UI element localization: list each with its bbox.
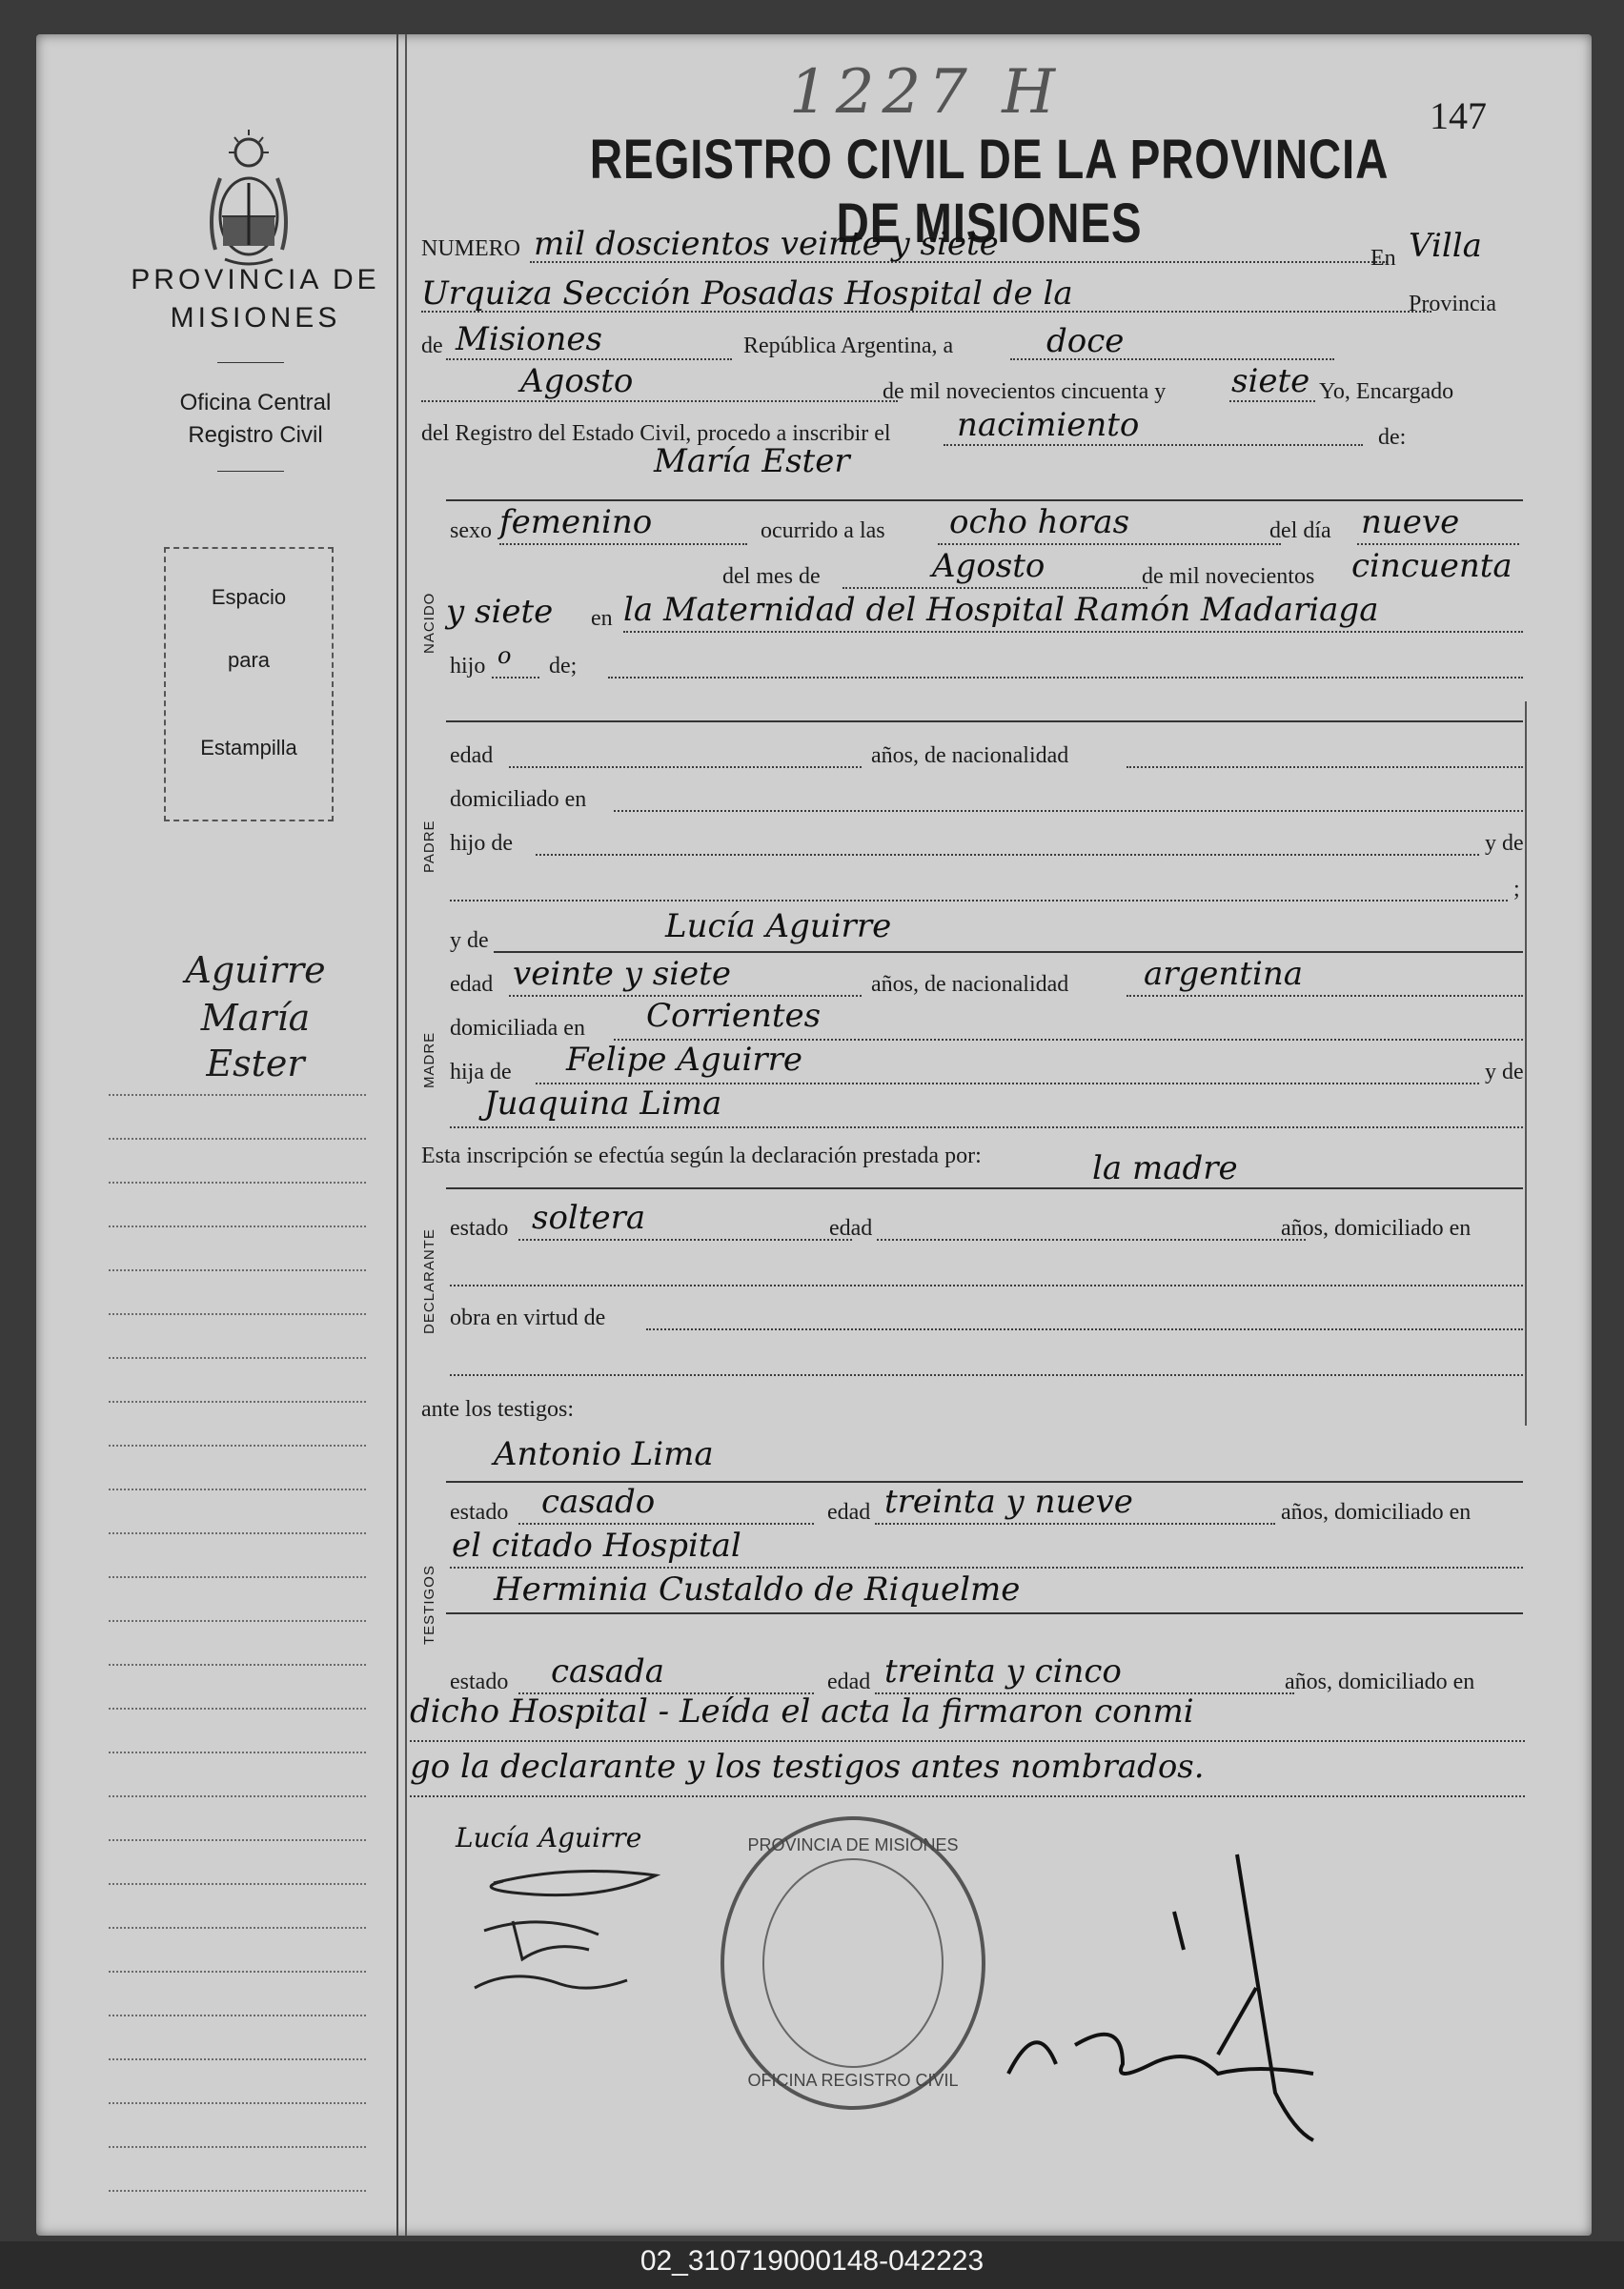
margin-rule-line: [109, 1489, 366, 1490]
rule: [446, 720, 1523, 722]
mother-father: Felipe Aguirre: [566, 1041, 803, 1079]
rule: [494, 951, 1523, 953]
scan-caption: 02_310719000148-042223: [639, 2245, 985, 2277]
t1-edad-label: edad: [827, 1500, 871, 1525]
fill-line: [518, 1523, 814, 1525]
de3-label: de;: [549, 654, 578, 679]
testigos-label: ante los testigos:: [421, 1397, 574, 1422]
madre-nacionalidad-label: años, de nacionalidad: [871, 972, 1069, 997]
fill-line: [421, 400, 898, 402]
declarant-value: la madre: [1092, 1149, 1238, 1187]
margin-rule-line: [109, 1795, 366, 1797]
madre-yde2-label: y de: [1485, 1060, 1524, 1084]
fill-line: [875, 1523, 1275, 1525]
witness-1-name: Antonio Lima: [494, 1435, 714, 1473]
margin-rule-line: [109, 1664, 366, 1666]
fill-line: [450, 1567, 1523, 1569]
fill-line: [518, 1239, 852, 1241]
fill-line: [1229, 400, 1315, 402]
decl-edad-label: edad: [829, 1216, 873, 1241]
divider-short: [217, 471, 284, 472]
witness-2-age: treinta y cinco: [884, 1652, 1122, 1691]
en-value: Villa: [1409, 227, 1482, 265]
en-label: En: [1370, 246, 1396, 271]
padre-nacionalidad-label: años, de nacionalidad: [871, 743, 1069, 768]
child-name: María Ester: [654, 442, 850, 480]
dia-value: nueve: [1361, 503, 1460, 541]
t2-edad-label: edad: [827, 1670, 871, 1694]
numero-value: mil doscientos veinte y siete: [534, 225, 999, 263]
fill-line: [1357, 543, 1519, 545]
margin-surname: Aguirre: [185, 949, 326, 991]
t2-anios-label: años, domiciliado en: [1285, 1670, 1475, 1694]
anio-value-2: y siete: [446, 593, 554, 631]
margin-rule-line: [109, 2015, 366, 2016]
day-value: doce: [1046, 322, 1125, 360]
official-seal-icon: [721, 1816, 985, 2110]
fill-line: [492, 677, 539, 679]
handwritten-record-number: 1227 H: [789, 57, 1064, 128]
fill-line: [446, 358, 732, 360]
margin-rule-line: [109, 1357, 366, 1359]
side-label-testigos: TESTIGOS: [421, 1565, 437, 1645]
margin-rule-line: [109, 1138, 366, 1140]
office-line-1: Oficina Central: [179, 390, 332, 415]
madre-yde-label: y de: [450, 928, 489, 953]
mes-label: del mes de: [722, 564, 821, 589]
office-line-2: Registro Civil: [188, 422, 323, 448]
margin-rule-line: [109, 2146, 366, 2148]
margin-rule-line: [109, 1576, 366, 1578]
margin-rule-line: [109, 2102, 366, 2104]
fill-line: [614, 810, 1523, 812]
rule: [446, 499, 1523, 501]
side-label-nacido: NACIDO: [421, 592, 437, 654]
stamp-label-1: Espacio: [211, 585, 287, 609]
fill-line: [1127, 766, 1523, 768]
margin-rule-line: [109, 1094, 366, 1096]
fill-line: [646, 1328, 1523, 1330]
right-rule: [1525, 701, 1527, 1426]
place-value: Urquiza Sección Posadas Hospital de la: [421, 274, 1073, 313]
padre-yde-label: y de: [1485, 831, 1524, 856]
republica-label: República Argentina, a: [743, 334, 954, 358]
closing-line-2: go la declarante y los testigos antes nombrados.: [410, 1748, 1205, 1786]
margin-rule-line: [109, 2058, 366, 2060]
margin-given-2: Ester: [206, 1043, 305, 1084]
column-divider: [405, 34, 407, 2236]
mother-mother: Juaquina Lima: [484, 1084, 722, 1123]
padre-semicolon: ;: [1513, 877, 1520, 901]
declaracion-label: Esta inscripción se efectúa según la declaración prestada por:: [421, 1144, 982, 1168]
stamp-space: [164, 547, 334, 821]
mother-age: veinte y siete: [513, 955, 731, 993]
fill-line: [410, 1795, 1525, 1797]
witness-2-status: casada: [551, 1652, 665, 1691]
en2-label: en: [591, 606, 613, 631]
acto-value: nacimiento: [957, 406, 1140, 444]
witness-1-age: treinta y nueve: [884, 1483, 1133, 1521]
witness-1-domicile: el citado Hospital: [452, 1527, 741, 1565]
novecientos-label: de mil novecientos: [1142, 564, 1315, 589]
margin-rule-line: [109, 1182, 366, 1184]
side-label-padre: PADRE: [421, 820, 437, 873]
sexo-label: sexo: [450, 518, 492, 543]
fill-line: [450, 900, 1508, 901]
lugar-value: la Maternidad del Hospital Ramón Madariaga: [623, 591, 1379, 629]
fill-line: [938, 543, 1281, 545]
divider-short: [217, 362, 284, 363]
margin-rule-line: [109, 1620, 366, 1622]
seal-bottom-text: OFICINA REGISTRO CIVIL: [747, 2071, 959, 2090]
encargado-label: Yo, Encargado: [1319, 379, 1454, 404]
decl-anios-label: años, domiciliado en: [1281, 1216, 1472, 1241]
margin-rule-line: [109, 2190, 366, 2192]
madre-edad-label: edad: [450, 972, 494, 997]
margin-rule-line: [109, 1927, 366, 1929]
witness-2-name: Herminia Custaldo de Riquelme: [494, 1570, 1021, 1609]
madre-hijade-label: hija de: [450, 1060, 512, 1084]
rule: [446, 1187, 1523, 1189]
numero-label: NUMERO: [421, 236, 521, 261]
page-title: REGISTRO CIVIL DE LA PROVINCIA DE MISIONES: [589, 129, 1390, 254]
closing-line-1: dicho Hospital - Leída el acta la firmaron conmi: [410, 1692, 1194, 1731]
fill-line: [1127, 995, 1523, 997]
hora-value: ocho horas: [949, 503, 1130, 541]
office-heading: [112, 387, 398, 452]
padre-edad-label: edad: [450, 743, 494, 768]
margin-rule-line: [109, 1532, 366, 1534]
margin-rule-line: [109, 1226, 366, 1227]
mother-nationality: argentina: [1144, 955, 1304, 993]
hijo-label: hijo: [450, 654, 486, 679]
obra-label: obra en virtud de: [450, 1306, 606, 1330]
mes-value: Agosto: [932, 547, 1045, 585]
province-heading: [112, 261, 398, 337]
hijo-value: o: [497, 642, 512, 669]
folio-number: 147: [1430, 94, 1487, 137]
margin-rule-line: [109, 1752, 366, 1753]
fill-line: [877, 1239, 1306, 1241]
fill-line: [536, 854, 1479, 856]
fill-line: [608, 677, 1523, 679]
fill-line: [499, 543, 747, 545]
left-margin-column: [36, 34, 398, 2236]
sexo-value: femenino: [499, 503, 653, 541]
padre-hijode-label: hijo de: [450, 831, 513, 856]
fill-line: [842, 587, 1147, 589]
fill-line: [410, 1740, 1525, 1742]
seal-top-text: PROVINCIA DE MISIONES: [747, 1835, 959, 1854]
stamp-label-3: Estampilla: [200, 736, 297, 760]
padre-domicilio-label: domiciliado en: [450, 787, 587, 812]
t1-estado-label: estado: [450, 1500, 509, 1525]
registro-label: del Registro del Estado Civil, procedo a inscribir el: [421, 421, 891, 446]
province-value: Misiones: [456, 320, 602, 358]
t2-estado-label: estado: [450, 1670, 509, 1694]
official-signature-icon: [970, 1845, 1466, 2159]
anio-value-1: cincuenta: [1351, 547, 1512, 585]
t1-anios-label: años, domiciliado en: [1281, 1500, 1472, 1525]
fill-line: [623, 631, 1523, 633]
de-label: de: [421, 334, 443, 358]
fill-line: [509, 766, 862, 768]
decl-estado-label: estado: [450, 1216, 509, 1241]
margin-rule-line: [109, 1313, 366, 1315]
provincia-label: Provincia: [1409, 292, 1496, 316]
year-label: de mil novecientos cincuenta y: [883, 379, 1167, 404]
mother-name: Lucía Aguirre: [665, 907, 892, 945]
signature-mother: Lucía Aguirre: [456, 1822, 642, 1853]
de2-label: de:: [1378, 425, 1407, 450]
side-label-madre: MADRE: [421, 1031, 437, 1088]
mother-domicile: Corrientes: [646, 997, 822, 1035]
margin-rule-line: [109, 1269, 366, 1271]
witness-signatures-icon: [456, 1854, 703, 2036]
fill-line: [450, 1374, 1523, 1376]
margin-rule-line: [109, 1883, 366, 1885]
margin-rule-line: [109, 1708, 366, 1710]
province-line-1: PROVINCIA DE: [131, 264, 380, 295]
seal-inner-ring: [762, 1858, 944, 2068]
rule: [446, 1612, 1523, 1614]
ocurrido-label: ocurrido a las: [761, 518, 885, 543]
margin-rule-line: [109, 1445, 366, 1447]
register-page: [36, 34, 1592, 2236]
side-label-declarante: DECLARANTE: [421, 1228, 437, 1334]
stamp-label-2: para: [227, 648, 271, 672]
witness-1-status: casado: [541, 1483, 656, 1521]
dia-label: del día: [1269, 518, 1331, 543]
fill-line: [450, 1126, 1523, 1128]
month-value: Agosto: [520, 362, 634, 400]
fill-line: [944, 444, 1363, 446]
year-value: siete: [1231, 362, 1310, 400]
margin-rule-line: [109, 1971, 366, 1973]
madre-domicilio-label: domiciliada en: [450, 1016, 585, 1041]
province-line-2: MISIONES: [170, 302, 341, 334]
margin-given-1: María: [200, 997, 311, 1039]
margin-rule-line: [109, 1839, 366, 1841]
fill-line: [450, 1285, 1523, 1286]
declarant-status: soltera: [532, 1199, 646, 1237]
margin-rule-line: [109, 1401, 366, 1403]
